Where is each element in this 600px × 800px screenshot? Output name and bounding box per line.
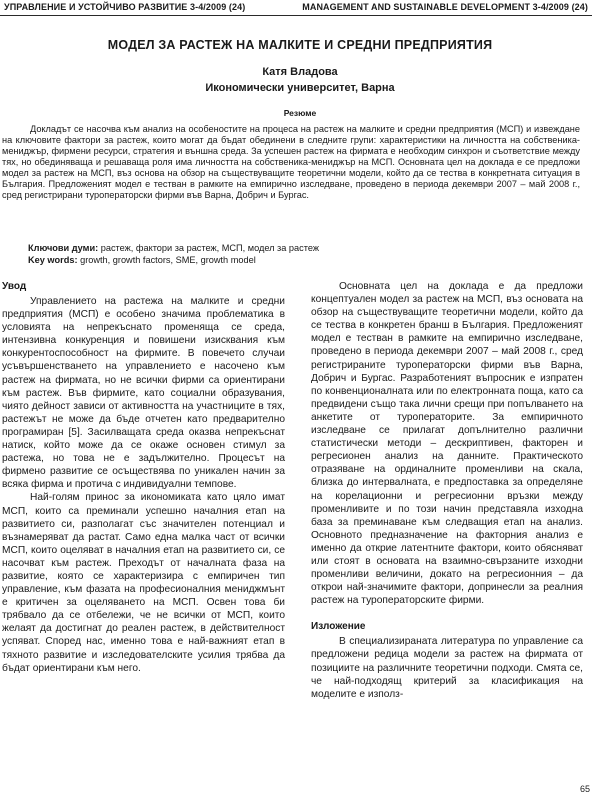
section-gap <box>311 607 583 620</box>
keywords-bg-text: растеж, фактори за растеж, МСП, модел за растеж <box>100 243 320 253</box>
keywords-en-text: growth, growth factors, SME, growth model <box>80 255 256 265</box>
paper-title: МОДЕЛ ЗА РАСТЕЖ НА МАЛКИТЕ И СРЕДНИ ПРЕДПРИЯТИЯ <box>107 38 493 52</box>
page-number: 65 <box>579 784 590 794</box>
abstract <box>2 124 580 201</box>
running-header <box>0 2 592 16</box>
section-heading-intro: Увод <box>2 281 27 292</box>
left-column <box>2 280 285 675</box>
header-right: MANAGEMENT AND SUSTAINABLE DEVELOPMENT 3-4/2009 (24) <box>302 2 588 12</box>
intro-paragraph-3: Основната цел на доклада е да предложи концептуален модел за растеж на МСП, въз основата на обзор на съществуващите теоретични модели, който да се тества в конкретен бранш в България. Предложеният модел е тестван в рамките на емпирично изследване, проведено в периода декември 2007 – май 2008 г., сред регистрираните туроператорски фирми във Варна, Добрич и Бургас. Разработеният въпросник е изпратен по конвенционалната или по електронната поща, като са предвидени също така лични срещи при попълването на анкетите от туроператорите. За емпиричното изследване се прилагат допълнително различни статистически методи – дескриптивен, факторен и регресионен анализ на данните. Практическото отразяване на ординалните променливи на скала, близка до интервалната, е предпоставка за определяне на корелационни и регресионни връзки между променливите и по този начин представяла изходна база за преминаване към следващия етап на анализ. Основното предназначение на факторния анализ е именно да открие латентните фактори, които обясняват или стоят в основата на взаимно-свързаните изходни променливи величини, докато на регресионния – да открои най-значимите фактори, допринесли за реалния растеж на туроператорските фирми. <box>311 281 583 607</box>
abstract-heading: Резюме <box>283 108 317 118</box>
section-heading-exposition: Изложение <box>311 621 366 633</box>
keywords-en <box>28 255 580 266</box>
intro-paragraph-2: Най-голям принос за икономиката като цяло имат МСП, които са преминали успешно началния етап на развитието си, разполагат със значителен потенциал и възнамеряват да растат. Само една малка част от всички МСП, които оцеляват в началния етап на развитието си, се насочват към растеж. Преходът от началната фаза на развитие, която се характеризира с емпиричен тип управление, към фазата на професионалния мениджмънт е критичен за оцеляването на МСП. Освен това би трябвало да се отбележи, че не всички от МСП, които желаят да достигнат до реален растеж, в действителност успяват. Според нас, именно това е най-важният етап в тяхното развитие и изследователските усилия трябва да бъдат ориентирани към него. <box>2 492 285 674</box>
exposition-paragraph-1: В специализираната литература по управление са предложени редица модели за растеж на фирмата от позициите на различните теоретични подходи. Смята се, че най-подходящ критерий за класификация на моделите е използ- <box>311 636 583 700</box>
header-left: УПРАВЛЕНИЕ И УСТОЙЧИВО РАЗВИТИЕ 3-4/2009 (24) <box>4 2 246 12</box>
right-column <box>311 280 583 701</box>
abstract-text: Докладът се насочва към анализ на особеностите на процеса на растеж на малките и средни предприятия (МСП) и извеждане на ключовите фактори за растеж, които могат да бъдат обединени в следните групи: характеристики на личността на собственика-мениджър, фирмени ресурси, стратегия и външна среда. За успешен растеж на фирмата е необходим синхрон и съответствие между тях, но обединяваща и решаваща роля има личността на собственика-мениджър на МСП. Основната цел на доклада е се предложи модел за растеж на МСП, въз основа на обзор на съществуващите теоретични модели, който да се тества в конкретната ситуация в България. Предложеният модел е тестван в рамките на емпирично изследване, проведено в периода декември 2007 – май 2008 г., сред регистрирани туроператорски фирми във Варна, Добрич и Бургас. <box>2 124 580 200</box>
keywords-en-label: Key words: <box>28 255 78 265</box>
intro-paragraph-1: Управлението на растежа на малките и средни предприятия (МСП) е особено значима проблематика в условията на непрекъснато променяща се среда, интензивна конкуренция и повишени изисквания към конкурентоспособност на фирмите. В повечето случаи усъвършенстването на управлението е насочено към растеж на фирмата, но не всички фирми са ориентирани към растеж. Във фирмите, като социални образувания, чиято дейност зависи от активността на участниците в тях, растежът не може да бъде отчетен като предварително програмиран [5]. Засилващата среда оказва непрекъснат натиск, който може да се окаже основен стимул за растежа, но това не е задължително. Процесът на фирмено развитие се осъществява по уникален начин за всяка фирма и протича с индивидуални темпове. <box>2 296 285 491</box>
keywords-bg-label: Ключови думи: <box>28 243 99 253</box>
author-name: Катя Владова <box>262 66 338 78</box>
author-affiliation: Икономически университет, Варна <box>205 82 395 94</box>
keywords-bg <box>28 243 580 254</box>
header-rule <box>0 15 592 16</box>
